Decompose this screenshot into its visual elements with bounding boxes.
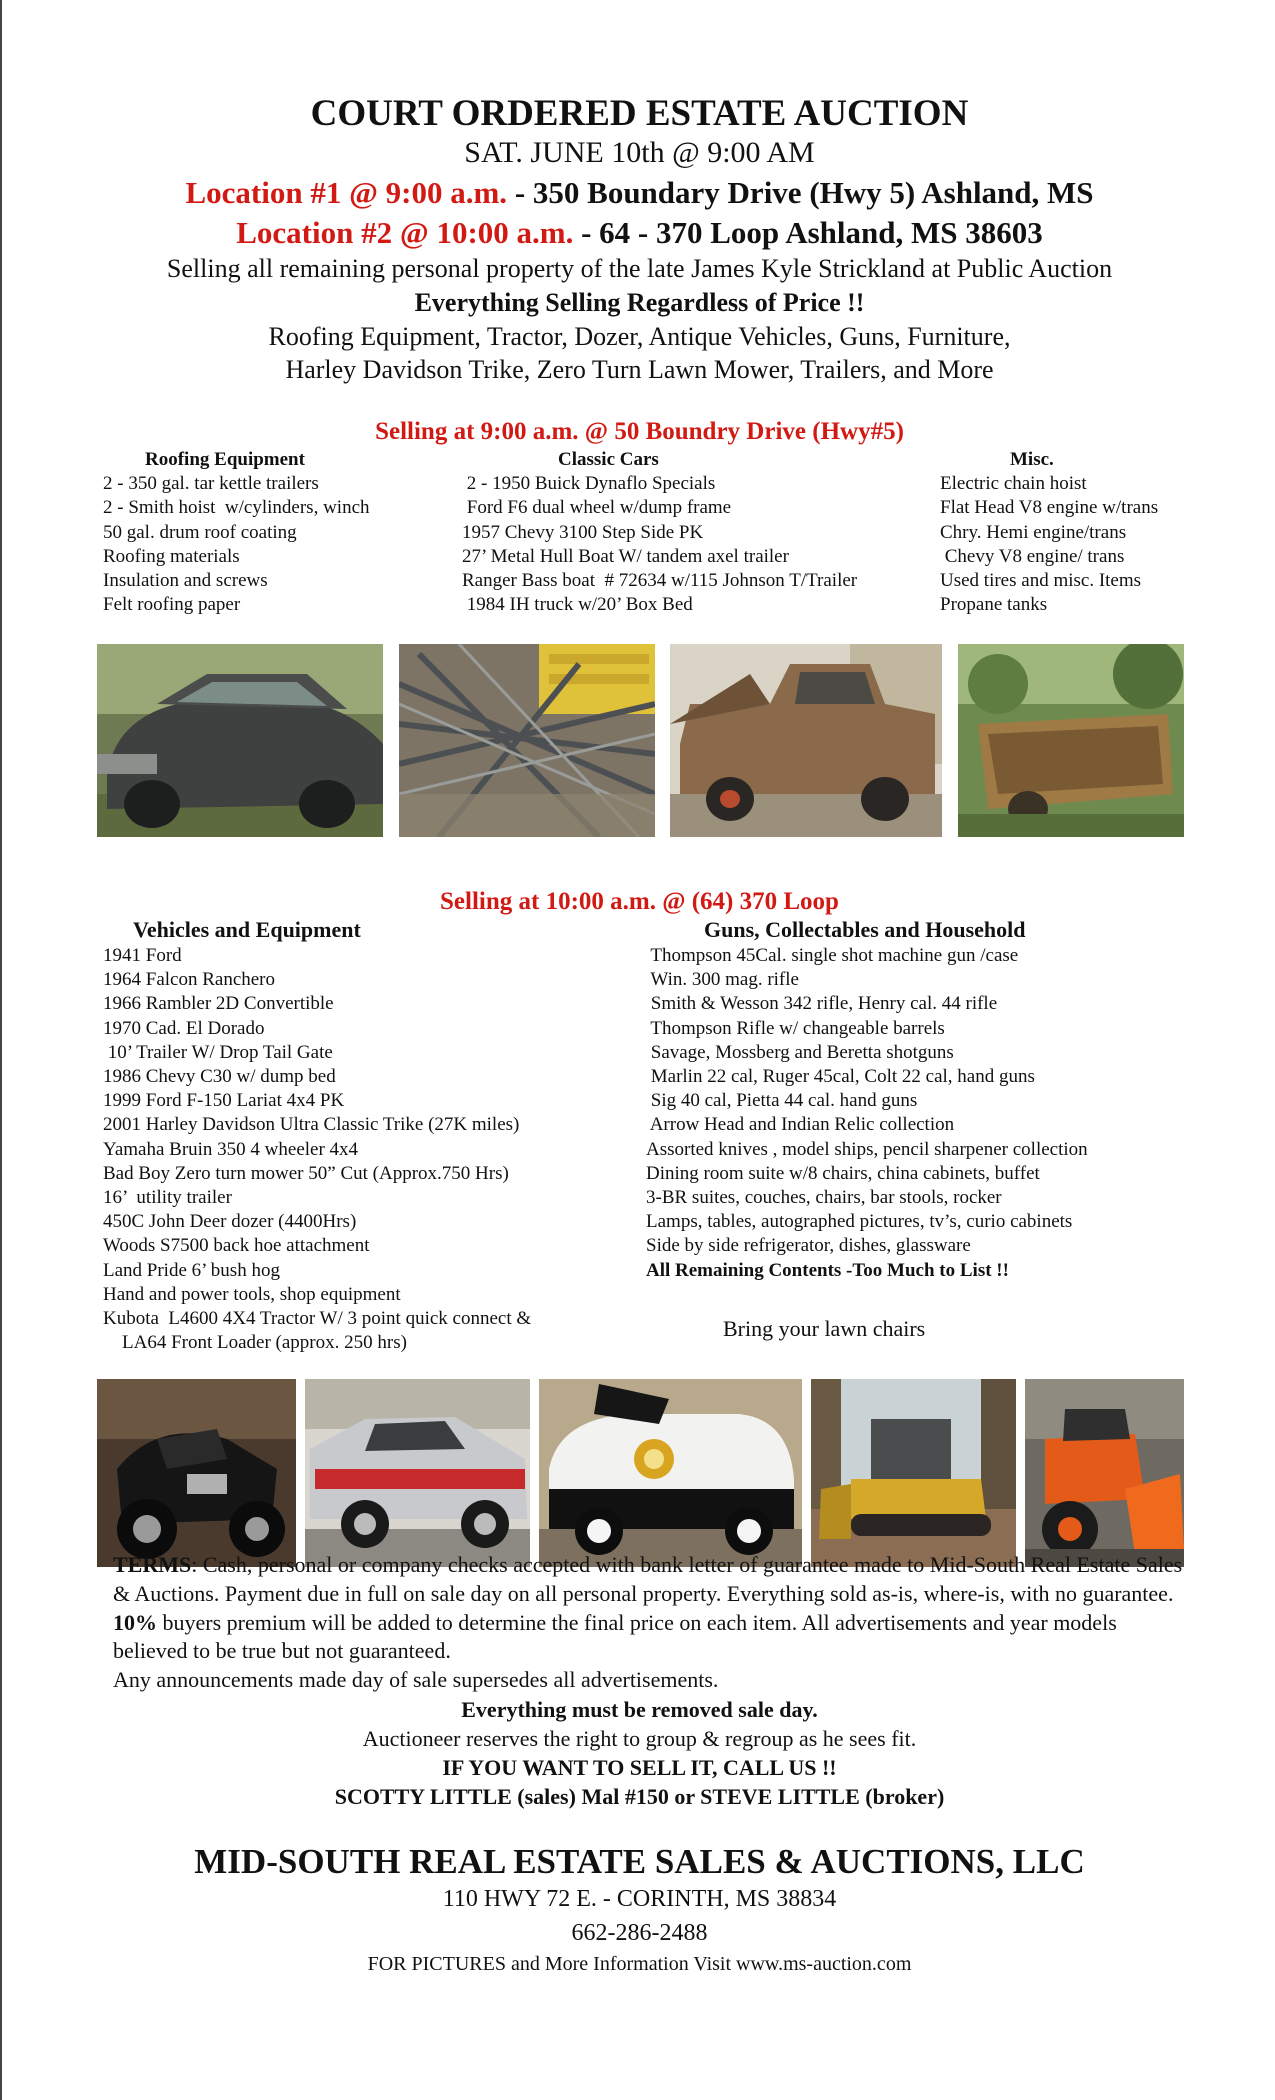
classic-car-item: 1984 IH truck w/20’ Box Bed [462,594,693,616]
lawn-chairs-note: Bring your lawn chairs [723,1316,926,1341]
removal-note: Everything must be removed sale day. [461,1697,818,1722]
misc-item: Chry. Hemi engine/trans [940,521,1127,543]
vehicles-equipment-title: Vehicles and Equipment [133,917,361,942]
vehicle-item: Woods S7500 back hoe attachment [103,1235,370,1257]
section-2-heading: Selling at 10:00 a.m. @ (64) 370 Loop [440,888,839,915]
selling-line: Selling all remaining personal property of the late James Kyle Strickland at Public Auction [166,254,1113,283]
vehicle-item: Land Pride 6’ bush hog [103,1259,280,1281]
classic-car-item: Ranger Bass boat # 72634 w/115 Johnson T/Trailer [462,570,858,592]
misc-item: Flat Head V8 engine w/trans [940,497,1159,519]
roofing-item: Insulation and screws [103,570,268,592]
gun-collectable-item: 3-BR suites, couches, chairs, bar stools, rocker [646,1187,1002,1209]
kubota-tractor-photo [1025,1379,1184,1567]
misc-item: Electric chain hoist [940,473,1087,495]
summary-line-2: Harley Davidson Trike, Zero Turn Lawn Mower, Trailers, and More [285,355,994,384]
gun-collectable-item: Sig 40 cal, Pietta 44 cal. hand guns [646,1090,918,1112]
classic-car-item: Ford F6 dual wheel w/dump frame [462,497,732,519]
classic-cars-list [462,448,857,617]
roofing-item: Roofing materials [103,545,240,567]
gun-collectable-item: Thompson Rifle w/ changeable barrels [646,1017,945,1039]
sheriff-ford-photo [539,1379,802,1567]
website-line: FOR PICTURES and More Information Visit www.ms-auction.com [367,1953,912,1975]
announcements-note: Any announcements made day of sale supersedes all advertisements. [113,1667,719,1693]
auction-date: SAT. JUNE 10th @ 9:00 AM [464,136,815,169]
rusty-trailer-photo [958,644,1184,837]
vehicle-item: Kubota L4600 4X4 Tractor W/ 3 point quick connect & [103,1308,532,1330]
company-address: 110 HWY 72 E. - CORINTH, MS 38834 [442,1886,837,1912]
regardless-line: Everything Selling Regardless of Price !! [414,288,865,317]
company-name: MID-SOUTH REAL ESTATE SALES & AUCTIONS, LLC [194,1842,1085,1881]
vehicle-item: LA64 Front Loader (approx. 250 hrs) [103,1332,407,1354]
guns-collectables-list [646,916,1088,1283]
vehicle-item: 450C John Deer dozer (4400Hrs) [103,1211,357,1233]
misc-item: Used tires and misc. Items [940,570,1142,592]
gun-collectable-item: Assorted knives , model ships, pencil sharpener collection [646,1138,1088,1160]
terms-paragraph [113,1551,1193,1695]
misc-list [940,448,1158,617]
vehicle-item: 10’ Trailer W/ Drop Tail Gate [103,1041,333,1063]
location-2-time: Location #2 @ 10:00 a.m. [236,215,574,250]
roofing-item: 2 - Smith hoist w/cylinders, winch [103,497,370,519]
location-1-address: - 350 Boundary Drive (Hwy 5) Ashland, MS [507,175,1094,210]
misc-title: Misc. [1010,449,1054,470]
vehicle-item: Yamaha Bruin 350 4 wheeler 4x4 [103,1138,359,1160]
roofing-item: 2 - 350 gal. tar kettle trailers [103,473,319,495]
section-1-heading: Selling at 9:00 a.m. @ 50 Boundry Drive (Hwy#5) [375,418,904,445]
location-1 [2,175,1275,211]
terms-text-a: : Cash, personal or company checks accepted with bank letter of guarantee made to Mid-South Real Estate Sales & Auctions. Payment due in full on sale day on all personal property. Everything sold as-is, where-is, with no guarantee. [113,1552,1183,1606]
classic-car-item: 2 - 1950 Buick Dynaflo Specials [462,473,716,495]
classic-cars-title: Classic Cars [558,449,659,470]
vehicle-item: 1970 Cad. El Dorado [103,1017,265,1039]
contacts-line: SCOTTY LITTLE (sales) Mal #150 or STEVE LITTLE (broker) [334,1784,945,1809]
flyer-title: COURT ORDERED ESTATE AUCTION [310,93,969,134]
vehicle-item: 1941 Ford [103,945,182,966]
gun-collectable-item: Thompson 45Cal. single shot machine gun /case [646,945,1019,966]
terms-text-b: buyers premium will be added to determine the final price on each item. All advertisements and year models believed to be true but not guaranteed. [113,1609,1117,1664]
reserve-note: Auctioneer reserves the right to group & regroup as he sees fit. [362,1726,917,1751]
all-remaining-contents: All Remaining Contents -Too Much to List !! [646,1259,1009,1281]
roofing-equipment-title: Roofing Equipment [145,449,305,470]
guns-collectables-title: Guns, Collectables and Household [704,917,1026,942]
buick-car-photo [97,644,383,837]
misc-item: Propane tanks [940,594,1048,616]
vehicle-item: Bad Boy Zero turn mower 50” Cut (Approx.750 Hrs) [103,1162,509,1184]
location-2 [2,215,1275,251]
vehicle-item: 1964 Falcon Ranchero [103,969,276,991]
vehicles-equipment-list [103,916,531,1355]
classic-car-item: 27’ Metal Hull Boat W/ tandem axel trailer [462,545,789,567]
chevy-truck-photo [670,644,942,837]
gun-collectable-item: Dining room suite w/8 chairs, china cabinets, buffet [646,1162,1040,1184]
gun-collectable-item: Lamps, tables, autographed pictures, tv’s, curio cabinets [646,1211,1073,1233]
roofing-item: Felt roofing paper [103,594,241,616]
terms-label: TERMS [113,1552,192,1577]
vehicle-item: 16’ utility trailer [103,1187,232,1209]
vehicle-item: 1986 Chevy C30 w/ dump bed [103,1066,336,1088]
gun-collectable-item: Smith & Wesson 342 rifle, Henry cal. 44 rifle [646,993,998,1015]
roofing-item: 50 gal. drum roof coating [103,521,297,543]
vehicle-item: 1999 Ford F-150 Lariat 4x4 PK [103,1090,345,1112]
roofing-equipment-list [103,448,370,617]
vehicle-item: Hand and power tools, shop equipment [103,1283,401,1305]
location-2-address: - 64 - 370 Loop Ashland, MS 38603 [573,215,1043,250]
summary-line-1: Roofing Equipment, Tractor, Dozer, Antique Vehicles, Guns, Furniture, [268,322,1011,351]
vehicle-item: 2001 Harley Davidson Ultra Classic Trike (27K miles) [103,1114,520,1136]
gun-collectable-item: Marlin 22 cal, Ruger 45cal, Colt 22 cal, hand guns [646,1066,1035,1088]
john-deere-dozer-photo [811,1379,1016,1567]
location-1-time: Location #1 @ 9:00 a.m. [185,175,508,210]
sell-it-call-us: IF YOU WANT TO SELL IT, CALL US !! [442,1755,837,1780]
falcon-ranchero-photo [305,1379,530,1567]
misc-item: Chevy V8 engine/ trans [940,545,1125,567]
gun-collectable-item: Savage, Mossberg and Beretta shotguns [646,1041,954,1063]
company-phone: 662-286-2488 [571,1920,708,1946]
classic-car-item: 1957 Chevy 3100 Step Side PK [462,521,704,543]
buyers-premium: 10% [113,1609,157,1635]
gun-collectable-item: Win. 300 mag. rifle [646,969,799,991]
harley-trike-photo [97,1379,296,1567]
scrap-metal-photo [399,644,655,837]
gun-collectable-item: Arrow Head and Indian Relic collection [646,1114,955,1136]
vehicle-item: 1966 Rambler 2D Convertible [103,993,334,1015]
gun-collectable-item: Side by side refrigerator, dishes, glassware [646,1235,971,1257]
